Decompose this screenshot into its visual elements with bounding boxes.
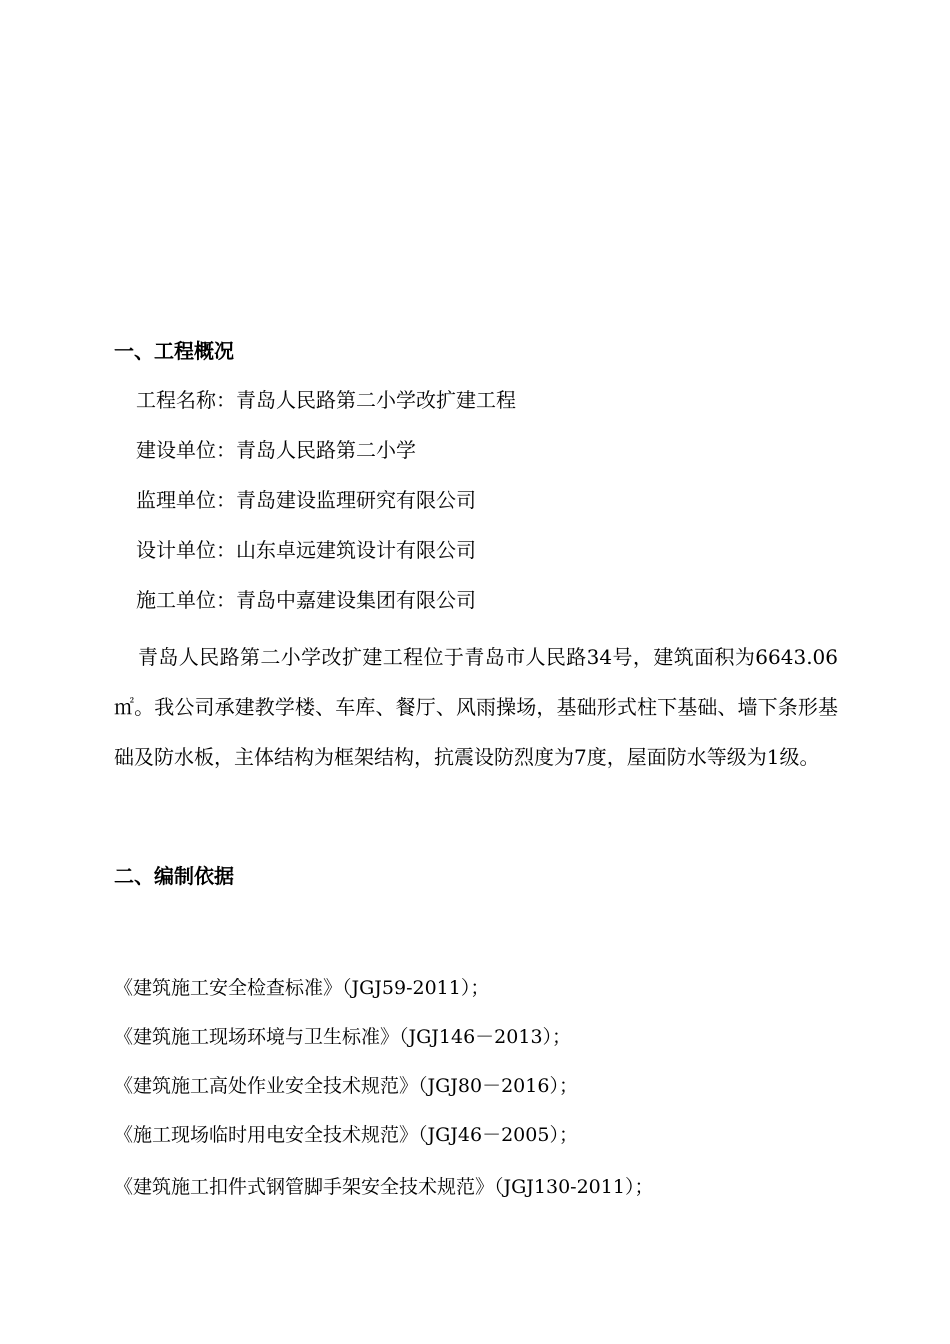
section-heading-basis: 二、编制依据 (114, 864, 234, 888)
reference-item: 《建筑施工现场环境与卫生标准》（JGJ146－2013）； (114, 1026, 572, 1048)
project-description: 青岛人民路第二小学改扩建工程位于青岛市人民路34号，建筑面积为6643.06㎡。我公司承建教学楼、车库、餐厅、风雨操场，基础形式柱下基础、墙下条形基础及防水板，主体结构为框架结构，抗震设防烈度为7度，屋面防水等级为1级。 (114, 645, 838, 769)
design-unit-field: 设计单位：山东卓远建筑设计有限公司 (136, 538, 476, 562)
reference-item: 《建筑施工扣件式钢管脚手架安全技术规范》（JGJ130-2011）； (114, 1176, 654, 1198)
reference-item: 《施工现场临时用电安全技术规范》（JGJ46－2005）； (114, 1124, 578, 1146)
supervision-unit-field: 监理单位：青岛建设监理研究有限公司 (136, 488, 476, 512)
reference-item: 《建筑施工高处作业安全技术规范》（JGJ80－2016）； (114, 1075, 578, 1097)
construction-unit-field: 建设单位：青岛人民路第二小学 (136, 438, 416, 462)
section-heading-overview: 一、工程概况 (114, 339, 234, 363)
reference-item: 《建筑施工安全检查标准》（JGJ59-2011）； (114, 977, 490, 999)
project-name-field: 工程名称：青岛人民路第二小学改扩建工程 (136, 388, 516, 412)
contractor-unit-field: 施工单位：青岛中嘉建设集团有限公司 (136, 588, 476, 612)
